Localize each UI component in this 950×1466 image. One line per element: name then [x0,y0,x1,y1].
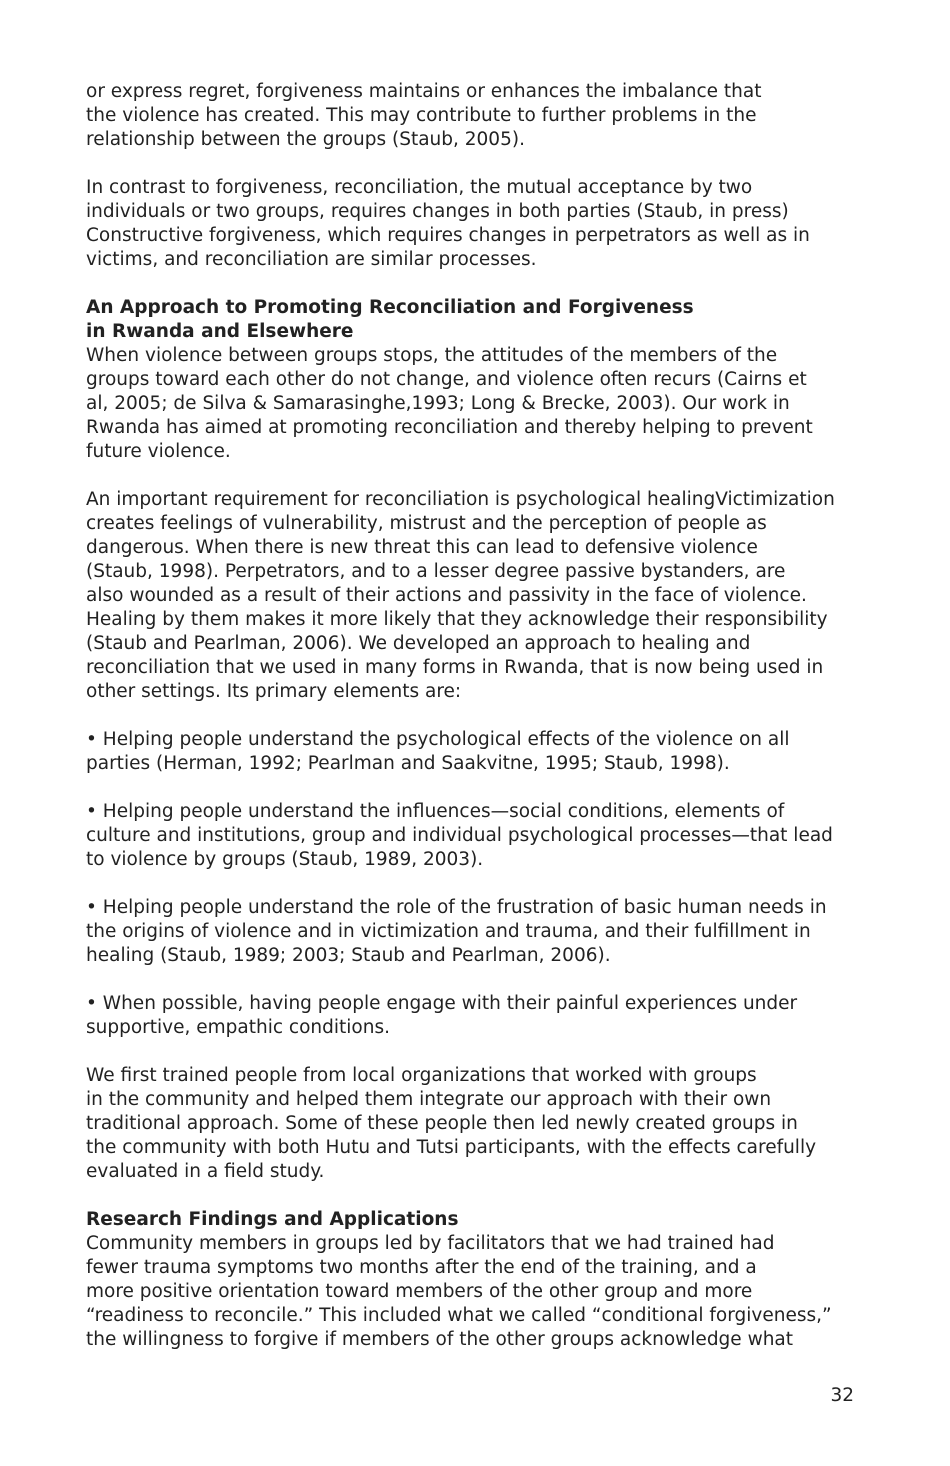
text-line: individuals or two groups, requires changes in both parties (Staub, in press) [86,201,789,222]
text-line: dangerous. When there is new threat this can lead to defensive violence [86,537,758,558]
text-line: In contrast to forgiveness, reconciliation, the mutual acceptance by two [86,177,753,198]
bullet-item-painful-experiences [86,992,876,1040]
text-line: • Helping people understand the psychological effects of the violence on all [86,729,790,750]
text-line: more positive orientation toward members of the other group and more [86,1281,753,1302]
text-line: the willingness to forgive if members of the other groups acknowledge what [86,1329,794,1350]
section-heading: Research Findings and Applications [86,1209,459,1230]
text-line: (Staub and Pearlman, 2006). We developed an approach to healing and [86,633,751,654]
page-number: 32 [830,1385,854,1406]
section-research-findings [86,1208,876,1352]
text-line: evaluated in a field study. [86,1161,325,1182]
text-line: reconciliation that we used in many forms in Rwanda, that is now being used in [86,657,824,678]
text-line: to violence by groups (Staub, 1989, 2003). [86,849,484,870]
paragraph-gap [86,1040,876,1064]
paragraph-reconciliation-contrast [86,176,876,272]
section-approach [86,296,876,464]
text-line: We first trained people from local organizations that worked with groups [86,1065,757,1086]
text-line: creates feelings of vulnerability, mistrust and the perception of people as [86,513,767,534]
section-heading: An Approach to Promoting Reconciliation and Forgiveness [86,297,694,318]
text-line: or express regret, forgiveness maintains or enhances the imbalance that [86,81,762,102]
bullet-item-influences [86,800,876,872]
paragraph-training [86,1064,876,1184]
paragraph-psychological-healing [86,488,876,704]
text-line: the violence has created. This may contribute to further problems in the [86,105,757,126]
paragraph-forgiveness-imbalance [86,80,876,152]
text-line: in the community and helped them integrate our approach with their own [86,1089,772,1110]
text-line: traditional approach. Some of these people then led newly created groups in [86,1113,798,1134]
paragraph-gap [86,464,876,488]
paragraph-gap [86,704,876,728]
bullet-item-psychological-effects [86,728,876,776]
text-line: • Helping people understand the influences—social conditions, elements of [86,801,785,822]
paragraph-gap [86,968,876,992]
text-line: al, 2005; de Silva & Samarasinghe,1993; Long & Brecke, 2003). Our work in [86,393,790,414]
page-body [86,80,876,1352]
text-line: • When possible, having people engage with their painful experiences under [86,993,798,1014]
text-line: Rwanda has aimed at promoting reconciliation and thereby helping to prevent [86,417,813,438]
text-line: supportive, empathic conditions. [86,1017,390,1038]
text-line: future violence. [86,441,231,462]
text-line: also wounded as a result of their actions and passivity in the face of violence. [86,585,807,606]
text-line: (Staub, 1998). Perpetrators, and to a lesser degree passive bystanders, are [86,561,786,582]
text-line: When violence between groups stops, the attitudes of the members of the [86,345,778,366]
bullet-item-basic-needs [86,896,876,968]
text-line: fewer trauma symptoms two months after the end of the training, and a [86,1257,757,1278]
paragraph-gap [86,272,876,296]
text-line: other settings. Its primary elements are: [86,681,462,702]
paragraph-gap [86,152,876,176]
text-line: culture and institutions, group and individual psychological processes—that lead [86,825,833,846]
text-line: parties (Herman, 1992; Pearlman and Saakvitne, 1995; Staub, 1998). [86,753,730,774]
text-line: victims, and reconciliation are similar processes. [86,249,537,270]
text-line: An important requirement for reconciliation is psychological healingVictimization [86,489,835,510]
text-line: • Helping people understand the role of the frustration of basic human needs in [86,897,827,918]
text-line: the community with both Hutu and Tutsi participants, with the effects carefully [86,1137,817,1158]
section-heading: in Rwanda and Elsewhere [86,321,354,342]
text-line: the origins of violence and in victimization and trauma, and their fulfillment in [86,921,811,942]
text-line: Constructive forgiveness, which requires changes in perpetrators as well as in [86,225,810,246]
text-line: healing (Staub, 1989; 2003; Staub and Pearlman, 2006). [86,945,611,966]
text-line: “readiness to reconcile.” This included what we called “conditional forgiveness,” [86,1305,832,1326]
text-line: relationship between the groups (Staub, 2005). [86,129,525,150]
text-line: Community members in groups led by facilitators that we had trained had [86,1233,775,1254]
text-line: groups toward each other do not change, and violence often recurs (Cairns et [86,369,807,390]
paragraph-gap [86,776,876,800]
paragraph-gap [86,1184,876,1208]
text-line: Healing by them makes it more likely that they acknowledge their responsibility [86,609,828,630]
paragraph-gap [86,872,876,896]
